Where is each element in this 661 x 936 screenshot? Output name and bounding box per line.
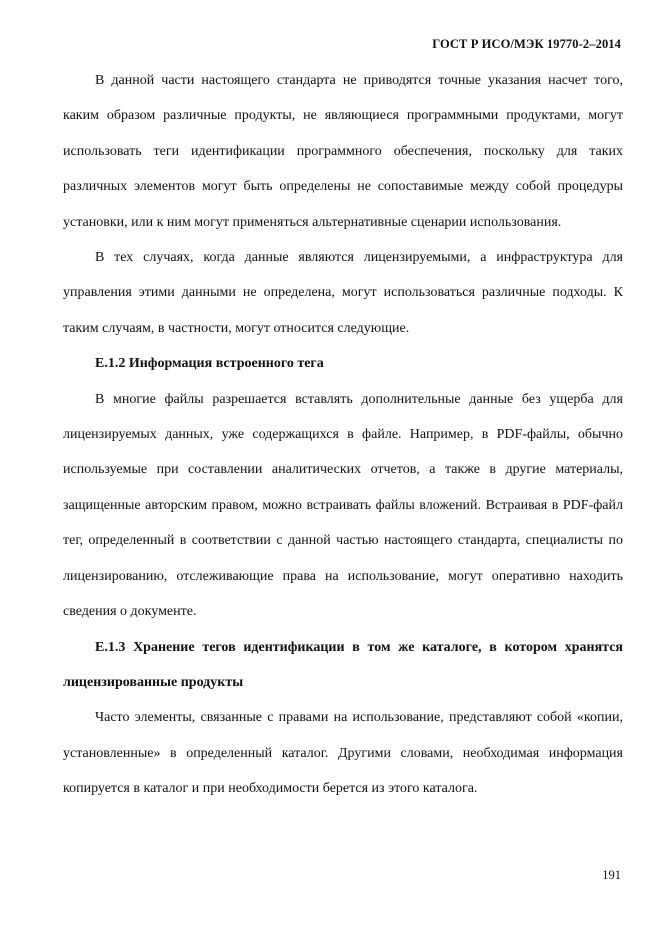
paragraph-catalog-storage: Часто элементы, связанные с правами на использование, представляют собой «копии, установленные» в определенный каталог. Другими словами, необходимая информация копируется в каталог и при необходимости берется из этого каталога.: [63, 710, 623, 797]
standard-header: ГОСТ Р ИСО/МЭК 19770-2–2014: [432, 37, 621, 51]
section-heading-e12: Е.1.2 Информация встроенного тега: [95, 356, 324, 372]
paragraph-licensed-data: В тех случаях, когда данные являются лицензируемыми, а инфраструктура для управления этими данными не определена, могут использоваться различные подходы. К таким случаям, в частности, могут относится следующие.: [63, 250, 623, 336]
document-body: [63, 63, 623, 807]
section-heading-e13: Е.1.3 Хранение тегов идентификации в том же каталоге, в котором хранятся лицензированные продукты: [63, 639, 623, 690]
page-number: 191: [602, 868, 621, 882]
paragraph-embedded-tag: В многие файлы разрешается вставлять дополнительные данные без ущерба для лицензируемых данных, уже содержащихся в файле. Например, в PDF-файлы, обычно используемые при составлении аналитических отчетов, а также в другие материалы, защищенные авторским правом, можно встраивать файлы вложений. Встраивая в PDF-файл тег, определенный в соответствии с данной частью настоящего стандарта, специалисты по лицензированию, отслеживающие права на использование, могут оперативно находить сведения о документе.: [63, 391, 623, 620]
paragraph-scope-note: В данной части настоящего стандарта не приводятся точные указания насчет того, каким образом различные продукты, не являющиеся программными продуктами, могут использовать теги идентификации программного обеспечения, поскольку для таких различных элементов могут быть определены не сопоставимые между собой процедуры установки, или к ним могут применяться альтернативные сценарии использования.: [63, 73, 623, 230]
